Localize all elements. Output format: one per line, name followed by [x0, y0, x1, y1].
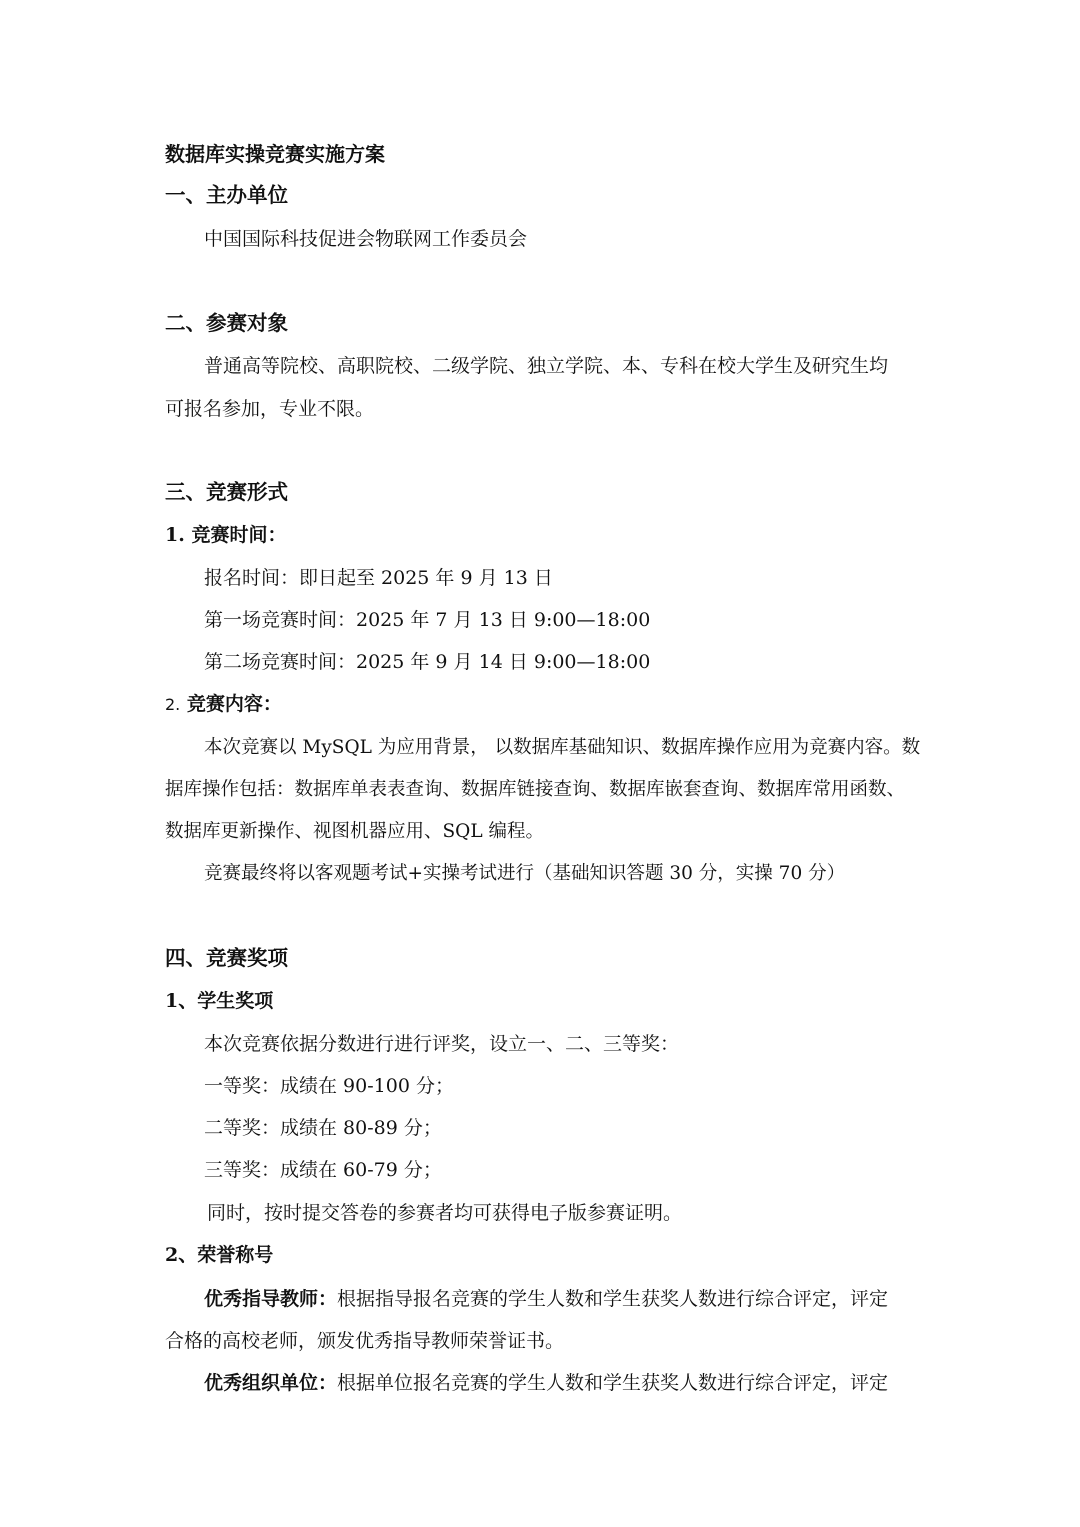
subsection-title: 竞赛时间：	[191, 524, 287, 546]
participation-note: 同时，按时提交答卷的参赛者均可获得电子版参赛证明。	[207, 1202, 683, 1224]
third-prize: 三等奖：成绩在 60-79 分；	[204, 1159, 442, 1181]
awards-intro: 本次竞赛依据分数进行进行评奖，设立一、二、三等奖：	[204, 1033, 680, 1055]
organizer-text: 中国国际科技促进会物联网工作委员会	[204, 228, 528, 250]
participants-text-line1: 普通高等院校、高职院校、二级学院、独立学院、本、专科在校大学生及研究生均	[204, 355, 889, 377]
content-para1-line3: 数据库更新操作、视图机器应用、SQL 编程。	[165, 821, 545, 842]
subsection-number: 1.	[165, 524, 185, 546]
teacher-honor-line2: 合格的高校老师，颁发优秀指导教师荣誉证书。	[165, 1330, 565, 1352]
section-heading-participants: 二、参赛对象	[165, 311, 288, 335]
subsection-time-heading	[165, 523, 286, 547]
subsection-number: 2.	[165, 695, 181, 714]
org-honor-line1	[204, 1371, 888, 1395]
second-prize: 二等奖：成绩在 80-89 分；	[204, 1117, 442, 1139]
teacher-honor-line1	[204, 1287, 888, 1311]
subsection-content-heading	[165, 692, 282, 717]
content-para1-line2: 据库操作包括：数据库单表表查询、数据库链接查询、数据库嵌套查询、数据库常用函数、	[165, 779, 906, 800]
document-title: 数据库实操竞赛实施方案	[165, 142, 385, 166]
org-honor-text: 根据单位报名竞赛的学生人数和学生获奖人数进行综合评定，评定	[337, 1372, 889, 1394]
section-heading-awards: 四、竞赛奖项	[165, 946, 288, 970]
content-para1-line1: 本次竞赛以 MySQL 为应用背景， 以数据库基础知识、数据库操作应用为竞赛内容。数	[204, 737, 921, 758]
teacher-honor-label: 优秀指导教师：	[204, 1288, 338, 1310]
participants-text-line2: 可报名参加，专业不限。	[165, 398, 375, 420]
org-honor-label: 优秀组织单位：	[204, 1372, 338, 1394]
content-para2: 竞赛最终将以客观题考试+实操考试进行（基础知识答题 30 分，实操 70 分）	[204, 863, 846, 884]
subsection-student-awards: 1、学生奖项	[165, 990, 274, 1012]
section-heading-format: 三、竞赛形式	[165, 480, 288, 504]
first-prize: 一等奖：成绩在 90-100 分；	[204, 1075, 454, 1097]
registration-time: 报名时间：即日起至 2025 年 9 月 13 日	[204, 567, 553, 589]
round2-time: 第二场竞赛时间：2025 年 9 月 14 日 9:00—18:00	[204, 651, 651, 673]
section-heading-organizer: 一、主办单位	[165, 183, 288, 207]
round1-time: 第一场竞赛时间：2025 年 7 月 13 日 9:00—18:00	[204, 609, 651, 631]
subsection-honors: 2、荣誉称号	[165, 1244, 274, 1266]
subsection-title: 竞赛内容：	[186, 693, 282, 715]
teacher-honor-text: 根据指导报名竞赛的学生人数和学生获奖人数进行综合评定，评定	[337, 1288, 889, 1310]
